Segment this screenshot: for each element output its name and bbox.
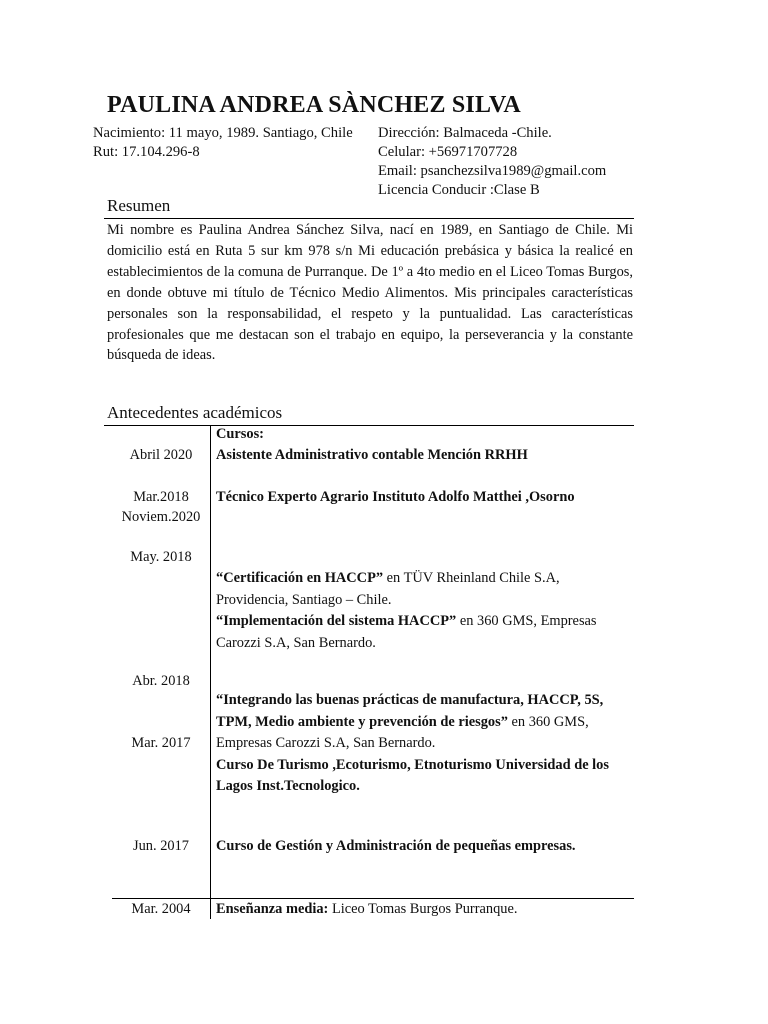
academic-top-divider (104, 425, 634, 426)
entry-buenas-practicas: “Integrando las buenas prácticas de manufactura, HACCP, 5S, TPM, Medio ambiente y prevención de riesgos” en 360 GMS, Empresas Carozzi S.A, San Bernardo. Curso De Turismo ,Ecoturismo, Etnoturismo Universidad de los Lagos Inst.Tecnologico. (216, 692, 609, 794)
candidate-name: PAULINA ANDREA SÀNCHEZ SILVA (107, 92, 521, 118)
date-mar-2004: Mar. 2004 (131, 901, 191, 917)
date-abr-2018: Abr. 2018 (132, 673, 190, 689)
birth-info: Nacimiento: 11 mayo, 1989. Santiago, Chile (93, 125, 353, 141)
date-abril-2020: Abril 2020 (129, 447, 193, 463)
address-info: Dirección: Balmaceda -Chile. (378, 125, 552, 141)
contact-info-right (378, 124, 606, 200)
date-mar-2018: Mar.2018 (133, 489, 189, 505)
entry-gestion-pymes: Curso de Gestión y Administración de pequeñas empresas. (216, 838, 576, 854)
personal-info-left (93, 124, 353, 162)
date-noviem-2020: Noviem.2020 (121, 509, 201, 525)
rut-info: Rut: 17.104.296-8 (93, 144, 200, 160)
entry-ensenanza-media: Enseñanza media: Liceo Tomas Burgos Purranque. (216, 901, 518, 917)
license-info: Licencia Conducir :Clase B (378, 182, 540, 198)
phone-info: Celular: +56971707728 (378, 144, 518, 160)
courses-label: Cursos: (216, 426, 264, 442)
date-mar-2017: Mar. 2017 (131, 735, 191, 751)
date-jun-2017: Jun. 2017 (133, 838, 189, 854)
resumen-heading: Resumen (107, 196, 171, 215)
resumen-divider (104, 218, 634, 219)
entry-certificacion-haccp: “Certificación en HACCP” en TÜV Rheinland Chile S.A, Providencia, Santiago – Chile. “Implementación del sistema HACCP” en 360 GMS, Empresas Carozzi S.A, San Bernardo. (216, 570, 597, 651)
date-may-2018: May. 2018 (130, 549, 192, 565)
entry-tecnico-agrario: Técnico Experto Agrario Instituto Adolfo Matthei ,Osorno (216, 489, 575, 505)
email-info: Email: psanchezsilva1989@gmail.com (378, 163, 607, 179)
academic-column-divider (210, 426, 211, 919)
entry-asistente-administrativo: Asistente Administrativo contable Mención RRHH (216, 447, 528, 463)
academic-heading: Antecedentes académicos (107, 403, 283, 422)
resumen-paragraph: Mi nombre es Paulina Andrea Sánchez Silva, nací en 1989, en Santiago de Chile. Mi domicilio está en Ruta 5 sur km 978 s/n Mi educación prebásica y básica la realicé en establecimientos de la comuna de Purranque. De 1º a 4to medio en el Liceo Tomas Burgos, en donde obtuve mi título de Técnico Medio Alimentos. Mis principales características personales son la responsabilidad, el respeto y la puntualidad. Las características profesionales que me destacan son el trabajo en equipo, la perseverancia y la constante búsqueda de ideas. (107, 222, 633, 364)
